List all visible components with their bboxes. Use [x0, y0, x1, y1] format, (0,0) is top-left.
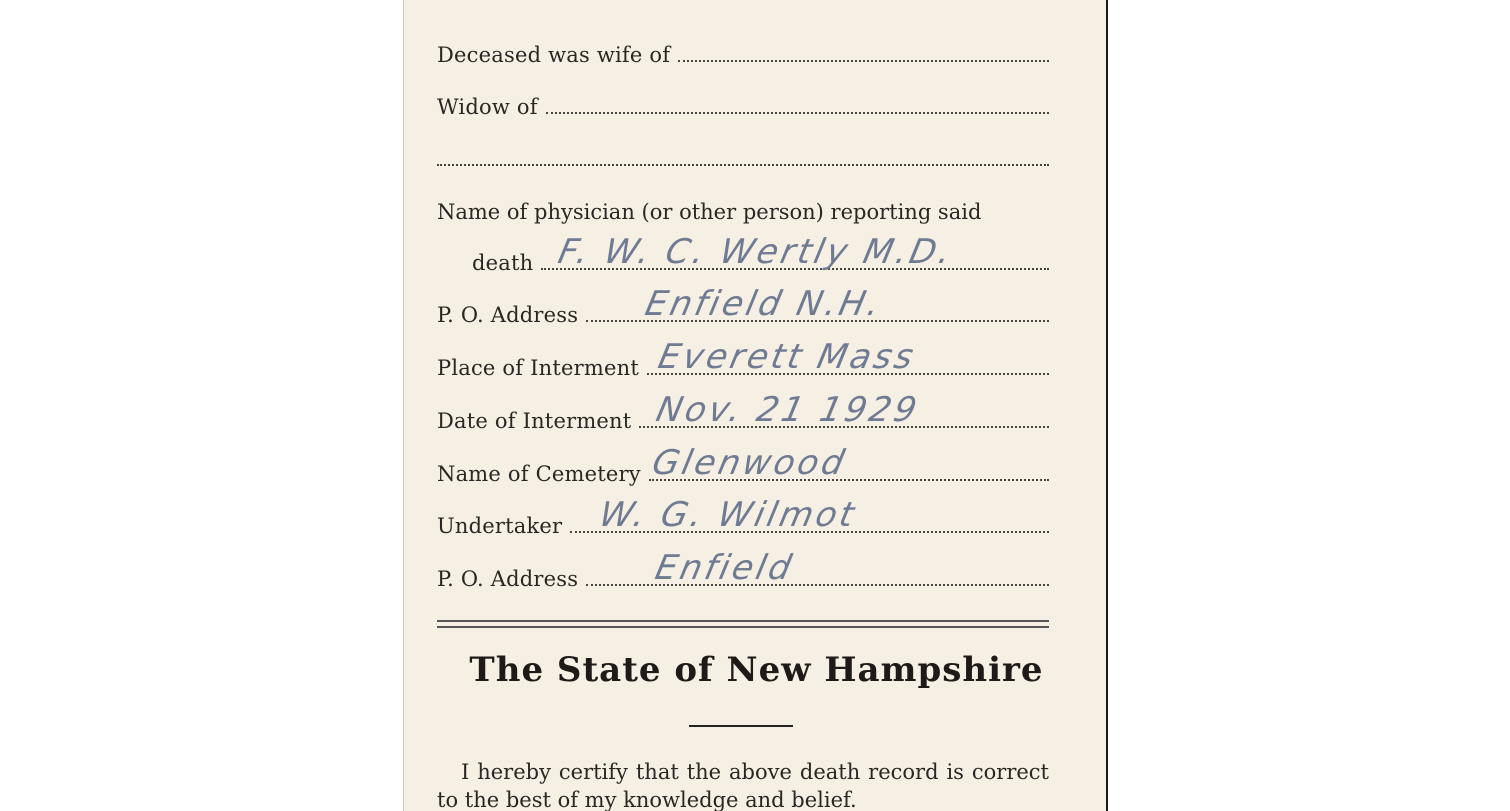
field-undertaker-address [437, 548, 1049, 591]
value-undertaker-address: Enfield [651, 548, 798, 588]
line-physician [541, 232, 1049, 272]
field-physician [472, 232, 1049, 275]
label-cemetery: Name of Cemetery [437, 462, 641, 486]
line-physician-address [586, 284, 1049, 324]
field-widow-of [437, 92, 1049, 118]
line-undertaker-address [586, 548, 1049, 588]
field-wife-of [437, 40, 1049, 66]
field-date-of-interment [437, 390, 1049, 433]
value-physician-address: Enfield N.H. [641, 284, 887, 324]
value-physician: F. W. C. Wertly M.D. [555, 232, 958, 272]
double-rule-top [437, 620, 1049, 622]
blank-line [437, 164, 1049, 166]
line-date-of-interment [639, 390, 1049, 430]
field-cemetery [437, 443, 1049, 486]
death-record-card [403, 0, 1108, 811]
line-cemetery [648, 443, 1049, 483]
field-place-of-interment [437, 337, 1049, 380]
certification-text: I hereby certify that the above death record is correct to the best of my knowledge and belief. [437, 760, 1049, 811]
label-physician: death [472, 251, 534, 275]
line-place-of-interment [647, 337, 1049, 377]
label-date-of-interment: Date of Interment [437, 409, 632, 433]
heading-underline [689, 725, 793, 727]
line-undertaker [570, 495, 1049, 535]
label-wife-of: Deceased was wife of [437, 43, 671, 67]
label-place-of-interment: Place of Interment [437, 356, 639, 380]
line-wife-of [678, 60, 1049, 62]
label-physician-address: P. O. Address [437, 303, 579, 327]
double-rule-bottom [437, 626, 1049, 628]
state-heading: The State of New Hampshire [469, 650, 1044, 690]
field-undertaker [437, 495, 1049, 538]
label-undertaker-address: P. O. Address [437, 567, 579, 591]
line-widow-of [546, 112, 1049, 114]
label-undertaker: Undertaker [437, 514, 563, 538]
value-date-of-interment: Nov. 21 1929 [653, 390, 924, 430]
label-widow-of: Widow of [437, 95, 538, 119]
value-cemetery: Glenwood [648, 443, 851, 483]
field-physician-address [437, 284, 1049, 327]
value-undertaker: W. G. Wilmot [596, 495, 861, 535]
label-physician-line1: Name of physician (or other person) reporting said [437, 200, 982, 224]
value-place-of-interment: Everett Mass [654, 337, 920, 377]
